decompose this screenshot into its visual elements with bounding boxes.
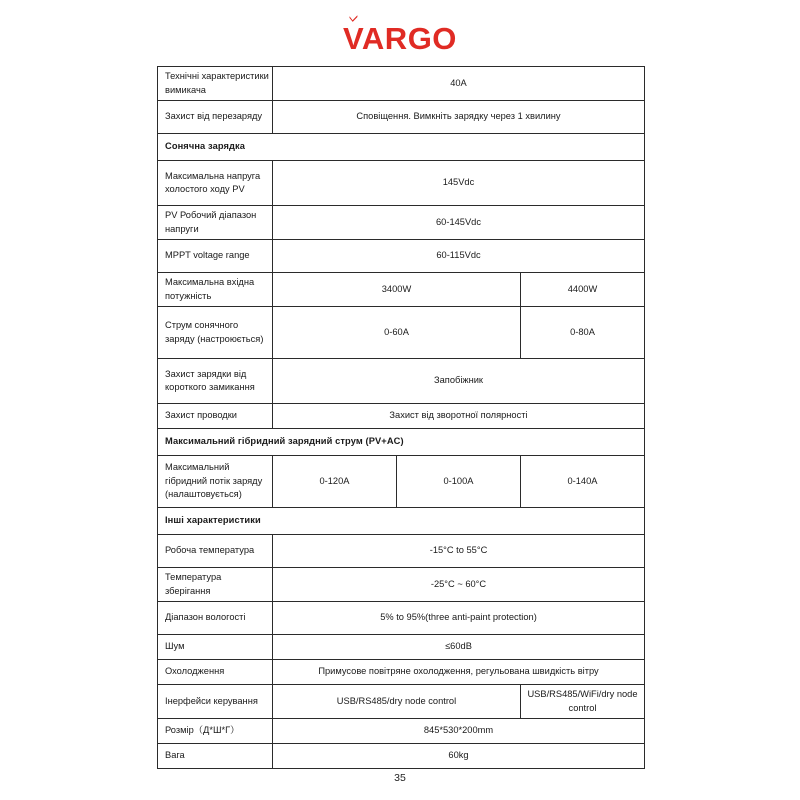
- brand-name: VARGO: [343, 21, 457, 56]
- table-row: [158, 602, 645, 635]
- table-row: [158, 307, 645, 359]
- table-section-header-row: [158, 429, 645, 456]
- row-value: Сповіщення. Вимкніть зарядку через 1 хвилину: [273, 101, 645, 134]
- brand-logo: [0, 22, 800, 62]
- table-row: [158, 744, 645, 769]
- row-value: 5% to 95%(three anti-paint protection): [273, 602, 645, 635]
- table-row: [158, 206, 645, 240]
- table-row: [158, 240, 645, 273]
- row-label: Шум: [158, 635, 273, 660]
- row-value: Примусове повітряне охолодження, регульована швидкість вітру: [273, 660, 645, 685]
- section-header-label: Сонячна зарядка: [158, 134, 645, 161]
- row-value: Захист від зворотної полярності: [273, 404, 645, 429]
- row-label: Струм сонячного заряду (настроюється): [158, 307, 273, 359]
- row-label: Розмір（Д*Ш*Г）: [158, 719, 273, 744]
- row-value: 145Vdc: [273, 161, 645, 206]
- row-label: Захист проводки: [158, 404, 273, 429]
- row-value: 4400W: [521, 273, 645, 307]
- row-value: -15°C to 55°C: [273, 535, 645, 568]
- table-section-header-row: [158, 508, 645, 535]
- row-label: Максимальний гібридний потік заряду (налаштовується): [158, 456, 273, 508]
- row-label: Технічні характеристики вимикача: [158, 67, 273, 101]
- row-value: 60-115Vdc: [273, 240, 645, 273]
- row-value: USB/RS485/dry node control: [273, 685, 521, 719]
- table-row: [158, 635, 645, 660]
- row-label: Захист від перезаряду: [158, 101, 273, 134]
- table-row: [158, 273, 645, 307]
- row-label: Охолодження: [158, 660, 273, 685]
- section-header-label: Інші характеристики: [158, 508, 645, 535]
- row-label: Діапазон вологості: [158, 602, 273, 635]
- row-label: Вага: [158, 744, 273, 769]
- row-value: 0-120A: [273, 456, 397, 508]
- check-tick-icon: [349, 15, 358, 24]
- row-value: 845*530*200mm: [273, 719, 645, 744]
- row-value: USB/RS485/WiFi/dry node control: [521, 685, 645, 719]
- row-label: Максимальна напруга холостого ходу PV: [158, 161, 273, 206]
- row-value: 0-100A: [397, 456, 521, 508]
- row-value: 0-80A: [521, 307, 645, 359]
- table-row: [158, 719, 645, 744]
- row-label: MPPT voltage range: [158, 240, 273, 273]
- row-label: Робоча температура: [158, 535, 273, 568]
- table-row: [158, 67, 645, 101]
- row-value: 60-145Vdc: [273, 206, 645, 240]
- row-label: Інерфейси керування: [158, 685, 273, 719]
- table-row: [158, 161, 645, 206]
- table-row: [158, 404, 645, 429]
- row-label: Захист зарядки від короткого замикання: [158, 359, 273, 404]
- row-value: Запобіжник: [273, 359, 645, 404]
- table-row: [158, 101, 645, 134]
- table-row: [158, 660, 645, 685]
- table-row: [158, 568, 645, 602]
- table-row: [158, 456, 645, 508]
- table-section-header-row: [158, 134, 645, 161]
- row-value: 40A: [273, 67, 645, 101]
- row-value: -25°C ~ 60°C: [273, 568, 645, 602]
- row-value: 0-140A: [521, 456, 645, 508]
- specifications-table: [157, 66, 645, 769]
- row-value: ≤60dB: [273, 635, 645, 660]
- row-value: 3400W: [273, 273, 521, 307]
- row-value: 0-60A: [273, 307, 521, 359]
- page-number: 35: [394, 772, 406, 784]
- brand-logo-text-wrap: [343, 22, 457, 56]
- row-label: Температура зберігання: [158, 568, 273, 602]
- row-label: Максимальна вхідна потужність: [158, 273, 273, 307]
- table-row: [158, 359, 645, 404]
- row-value: 60kg: [273, 744, 645, 769]
- section-header-label: Максимальний гібридний зарядний струм (PV+AC): [158, 429, 645, 456]
- row-label: PV Робочий діапазон напруги: [158, 206, 273, 240]
- table-row: [158, 685, 645, 719]
- table-row: [158, 535, 645, 568]
